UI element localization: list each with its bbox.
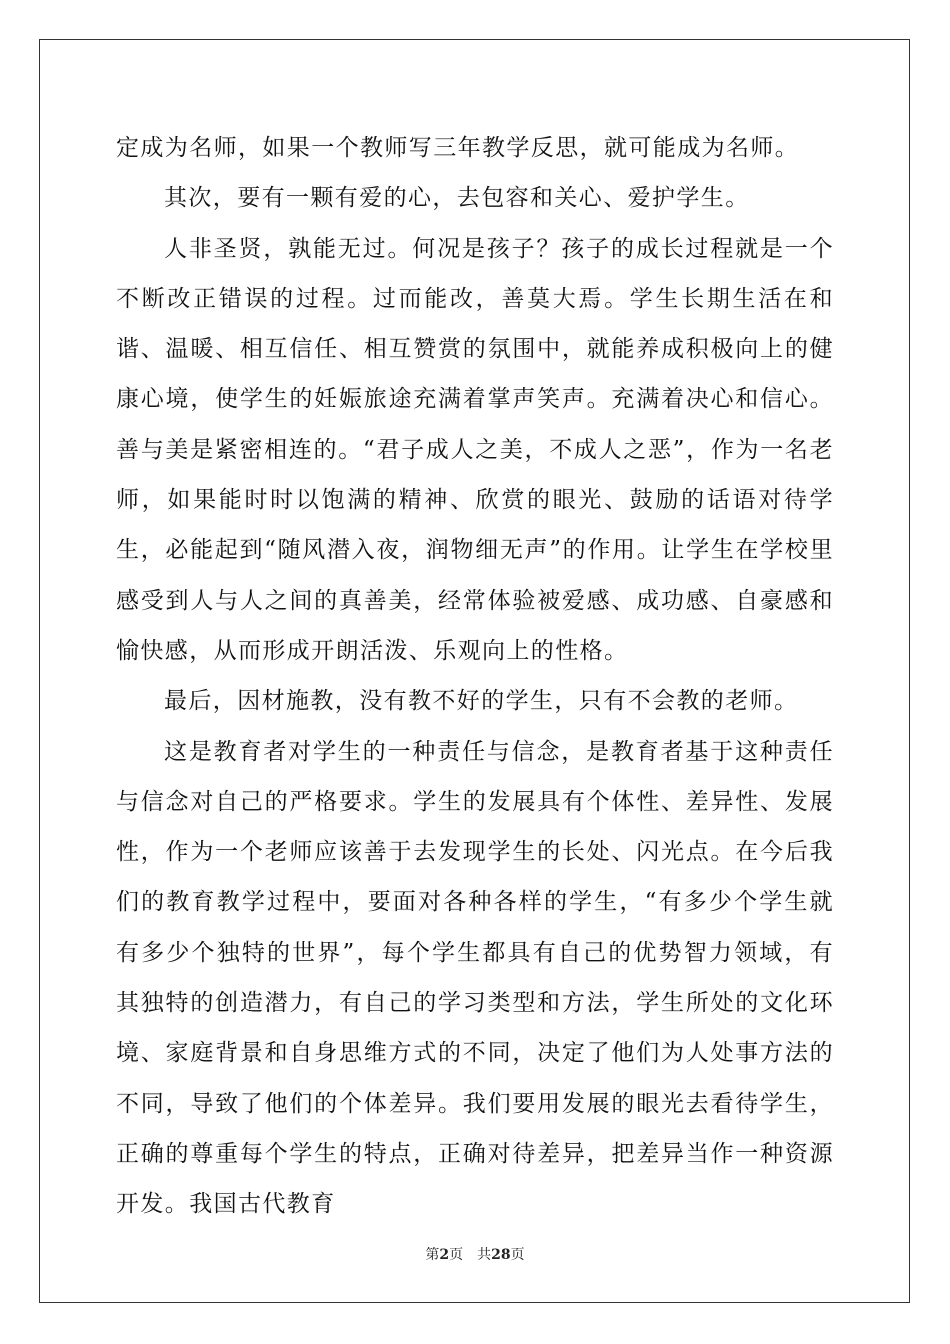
page-footer: [0, 1244, 950, 1264]
document-body: [116, 123, 834, 1230]
paragraph-1: 定成为名师，如果一个教师写三年教学反思，就可能成为名师。: [116, 135, 800, 161]
current-page-number: 2: [439, 1247, 450, 1263]
paragraph-4: 最后，因材施教，没有教不好的学生，只有不会教的老师。: [164, 688, 799, 715]
footer-page-unit: 页: [449, 1247, 464, 1263]
paragraph-2: 其次，要有一颗有爱的心，去包容和关心、爱护学生。: [164, 185, 750, 212]
footer-total-unit: 页: [510, 1247, 525, 1263]
total-page-count: 28: [491, 1247, 511, 1263]
footer-prefix: 第: [425, 1247, 440, 1263]
paragraph-3: 人非圣贤，孰能无过。何况是孩子？孩子的成长过程就是一个不断改正错误的过程。过而能改，善莫大焉。学生长期生活在和谐、温暖、相互信任、相互赞赏的氛围中，就能养成积极向上的健康心境，使学生的妊娠旅途充满着掌声笑声。充满着决心和信心。善与美是紧密相连的。“君子成人之美，不成人之恶”，作为一名老师，如果能时时以饱满的精神、欣赏的眼光、鼓励的话语对待学生，必能起到“随风潜入夜，润物细无声”的作用。让学生在学校里感受到人与人之间的真善美，经常体验被爱感、成功感、自豪感和愉快感，从而形成开朗活泼、乐观向上的性格。: [116, 235, 834, 664]
paragraph-5: 这是教育者对学生的一种责任与信念，是教育者基于这种责任与信念对自己的严格要求。学生的发展具有个体性、差异性、发展性，作为一个老师应该善于去发现学生的长处、闪光点。在今后我们的教育教学过程中，要面对各种各样的学生，“有多少个学生就有多少个独特的世界”，每个学生都具有自己的优势智力领域，有其独特的创造潜力，有自己的学习类型和方法，学生所处的文化环境、家庭背景和自身思维方式的不同，决定了他们为人处事方法的不同，导致了他们的个体差异。我们要用发展的眼光去看待学生，正确的尊重每个学生的特点，正确对待差异，把差异当作一种资源开发。我国古代教育: [116, 738, 834, 1218]
footer-total-prefix: 共: [477, 1247, 492, 1263]
